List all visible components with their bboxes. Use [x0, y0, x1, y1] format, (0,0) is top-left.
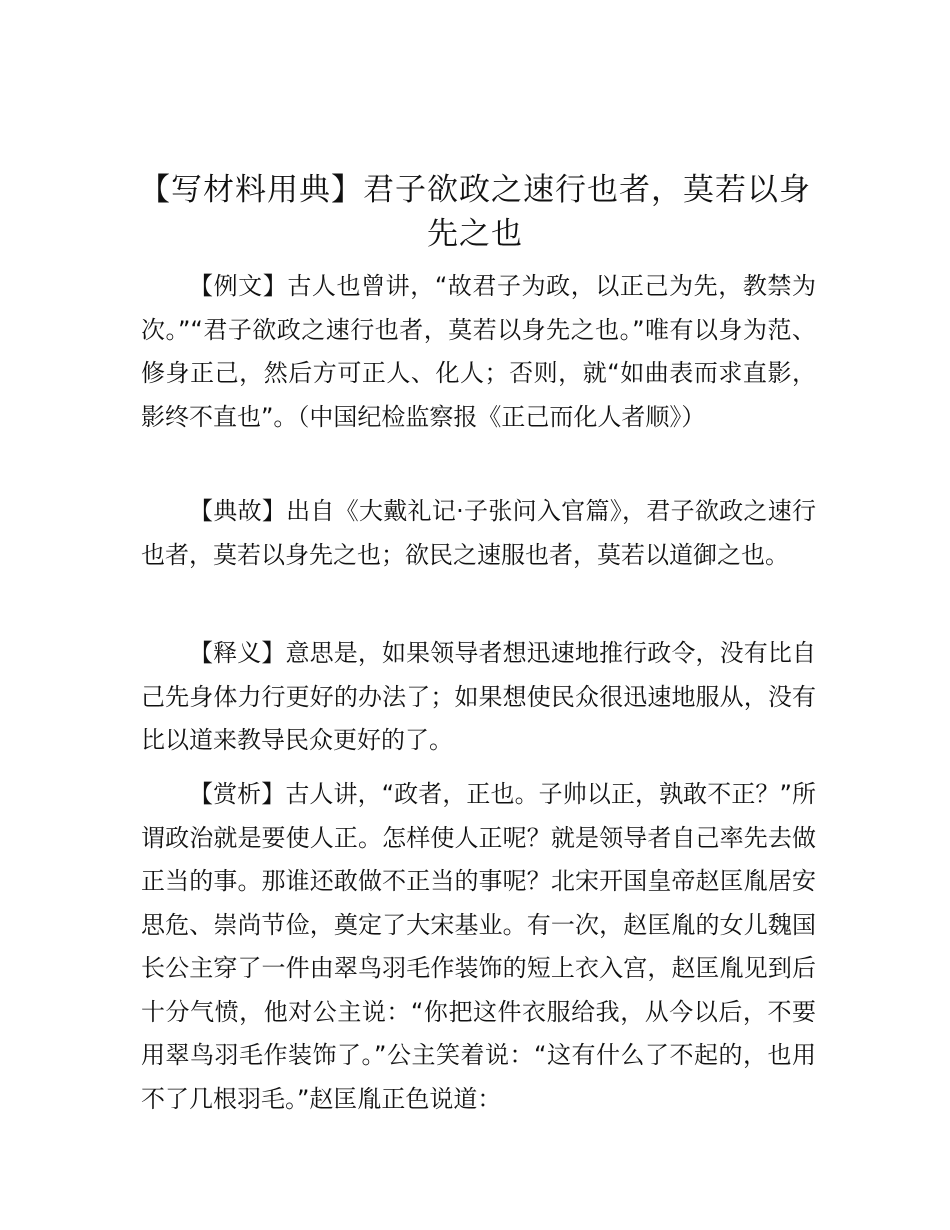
paragraph-text: 出自《大戴礼记·子张问入官篇》，君子欲政之速行也者，莫若以身先之也；欲民之速服也者，莫若以道御之也。	[141, 497, 816, 569]
paragraph-example	[141, 265, 816, 439]
paragraph-text: 古人讲，“政者，正也。子帅以正，孰敢不正？”所谓政治就是要使人正。怎样使人正呢？就是领导者自己率先去做正当的事。那谁还敢做不正当的事呢？北宋开国皇帝赵匡胤居安思危、崇尚节俭，奠定了大宋基业。有一次，赵匡胤的女儿魏国长公主穿了一件由翠鸟羽毛作装饰的短上衣入宫，赵匡胤见到后十分气愤，他对公主说：“你把这件衣服给我，从今以后，不要用翠鸟羽毛作装饰了。”公主笑着说：“这有什么了不起的，也用不了几根羽毛。”赵匡胤正色说道：	[141, 780, 816, 1113]
paragraph-text: 意思是，如果领导者想迅速地推行政令，没有比自己先身体力行更好的办法了；如果想使民众很迅速地服从，没有比以道来教导民众更好的了。	[141, 639, 817, 754]
paragraph-appreciation	[141, 773, 816, 1121]
paragraph-label: 【赏析】	[189, 780, 286, 808]
paragraph-allusion	[141, 490, 816, 577]
paragraph-label: 【例文】	[189, 272, 288, 300]
paragraph-text: 古人也曾讲，“故君子为政，以正己为先，教禁为次。”“君子欲政之速行也者，莫若以身先之也。”唯有以身为范、修身正己，然后方可正人、化人；否则，就“如曲表而求直影，影终不直也”。（中国纪检监察报《正己而化人者顺》）	[141, 272, 817, 431]
paragraph-meaning	[141, 632, 816, 763]
paragraph-label: 【释义】	[189, 639, 286, 667]
paragraph-label: 【典故】	[189, 497, 287, 525]
document-title: 【写材料用典】君子欲政之速行也者，莫若以身先之也	[139, 172, 811, 252]
